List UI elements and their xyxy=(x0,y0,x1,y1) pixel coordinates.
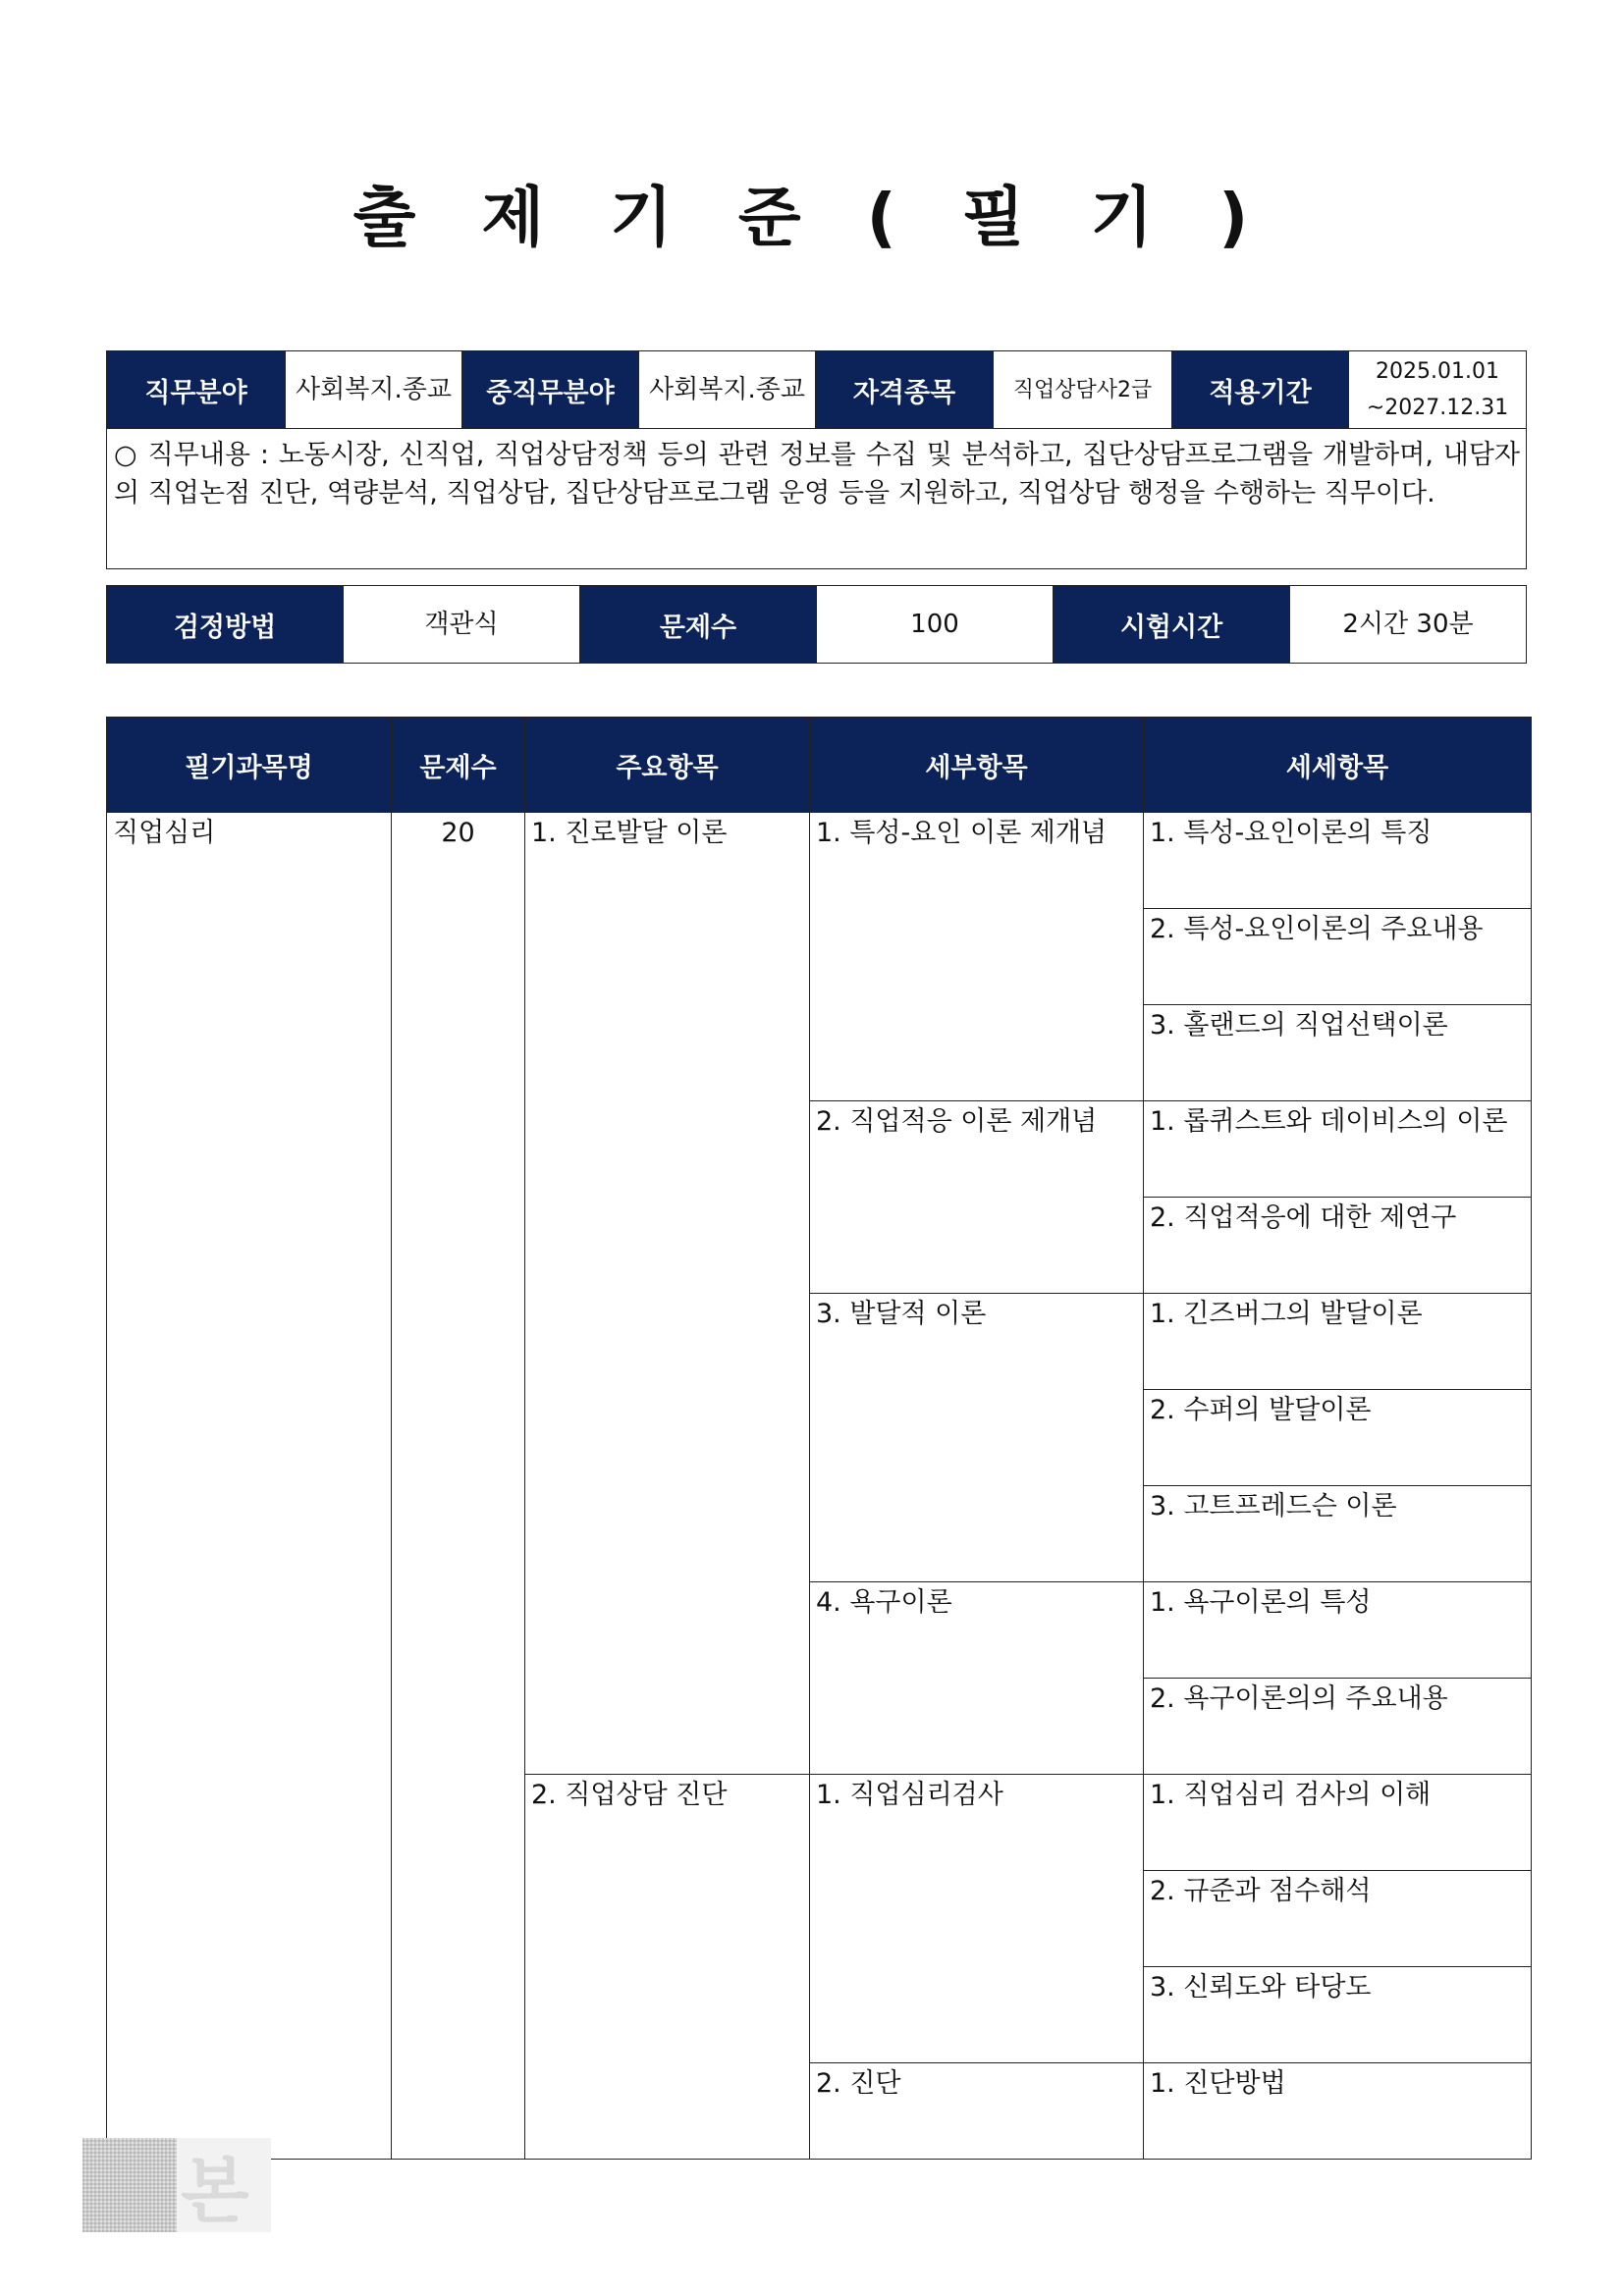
detail-item: 2. 수퍼의 발달이론 xyxy=(1144,1390,1532,1486)
header-count: 문제수 xyxy=(392,718,525,813)
job-info-table xyxy=(106,350,1527,569)
detail-item: 1. 특성-요인이론의 특징 xyxy=(1144,813,1532,909)
sub-item-4: 4. 욕구이론 xyxy=(810,1582,1144,1775)
job-field-value: 사회복지.종교 xyxy=(286,351,462,429)
detail-item: 3. 신뢰도와 타당도 xyxy=(1144,1967,1532,2063)
main-item-2: 2. 직업상담 진단 xyxy=(525,1775,810,2160)
exam-method-label: 검정방법 xyxy=(107,586,344,664)
detail-item: 1. 욕구이론의 특성 xyxy=(1144,1582,1532,1679)
header-sub-item: 세부항목 xyxy=(810,718,1144,813)
detail-item: 1. 진단방법 xyxy=(1144,2063,1532,2160)
sub-item-6: 2. 진단 xyxy=(810,2063,1144,2160)
qualification-value: 직업상담사2급 xyxy=(994,351,1172,429)
header-subject: 필기과목명 xyxy=(107,718,392,813)
sub-item-3: 3. 발달적 이론 xyxy=(810,1294,1144,1582)
page-title: 출 제 기 준 ( 필 기 ) xyxy=(352,180,1271,255)
question-count-value: 100 xyxy=(817,586,1054,664)
period-label: 적용기간 xyxy=(1172,351,1349,429)
syllabus-table xyxy=(106,717,1532,2160)
job-description: ○ 직무내용 : 노동시장, 신직업, 직업상담정책 등의 관련 정보를 수집 및 분석하고, 집단상담프로그램을 개발하며, 내담자의 직업논점 진단, 역량분석, 직업상담, 집단상담프로그램 운영 등을 지원하고, 직업상담 행정을 수행하는 직무이다. xyxy=(107,429,1527,569)
exam-time-value: 2시간 30분 xyxy=(1290,586,1527,664)
detail-item: 1. 롭퀴스트와 데이비스의 이론 xyxy=(1144,1101,1532,1198)
watermark xyxy=(82,2138,271,2232)
exam-method-value: 객관식 xyxy=(344,586,580,664)
exam-time-label: 시험시간 xyxy=(1054,586,1290,664)
detail-item: 2. 규준과 점수해석 xyxy=(1144,1871,1532,1967)
detail-item: 2. 직업적응에 대한 제연구 xyxy=(1144,1198,1532,1294)
question-count-label: 문제수 xyxy=(580,586,817,664)
sub-item-5: 1. 직업심리검사 xyxy=(810,1775,1144,2063)
subject-count: 20 xyxy=(392,813,525,2160)
sub-item-1: 1. 특성-요인 이론 제개념 xyxy=(810,813,1144,1101)
detail-item: 2. 특성-요인이론의 주요내용 xyxy=(1144,909,1532,1005)
header-detail-item: 세세항목 xyxy=(1144,718,1532,813)
job-field-label: 직무분야 xyxy=(107,351,286,429)
sub-field-value: 사회복지.종교 xyxy=(639,351,816,429)
exam-info-table xyxy=(106,585,1527,664)
qualification-label: 자격종목 xyxy=(816,351,994,429)
period-value xyxy=(1349,351,1527,429)
period-start: 2025.01.01 xyxy=(1376,359,1499,384)
watermark-char: 본 xyxy=(181,2150,249,2232)
main-item-1: 1. 진로발달 이론 xyxy=(525,813,810,1775)
period-end: ~2027.12.31 xyxy=(1366,396,1509,420)
detail-item: 3. 고트프레드슨 이론 xyxy=(1144,1486,1532,1582)
detail-item: 2. 욕구이론의의 주요내용 xyxy=(1144,1679,1532,1775)
subject-name: 직업심리 xyxy=(107,813,392,2160)
detail-item: 1. 긴즈버그의 발달이론 xyxy=(1144,1294,1532,1390)
watermark-seal-icon xyxy=(82,2138,177,2232)
detail-item: 3. 홀랜드의 직업선택이론 xyxy=(1144,1005,1532,1101)
sub-field-label: 중직무분야 xyxy=(462,351,639,429)
detail-item: 1. 직업심리 검사의 이해 xyxy=(1144,1775,1532,1871)
header-main-item: 주요항목 xyxy=(525,718,810,813)
sub-item-2: 2. 직업적응 이론 제개념 xyxy=(810,1101,1144,1294)
